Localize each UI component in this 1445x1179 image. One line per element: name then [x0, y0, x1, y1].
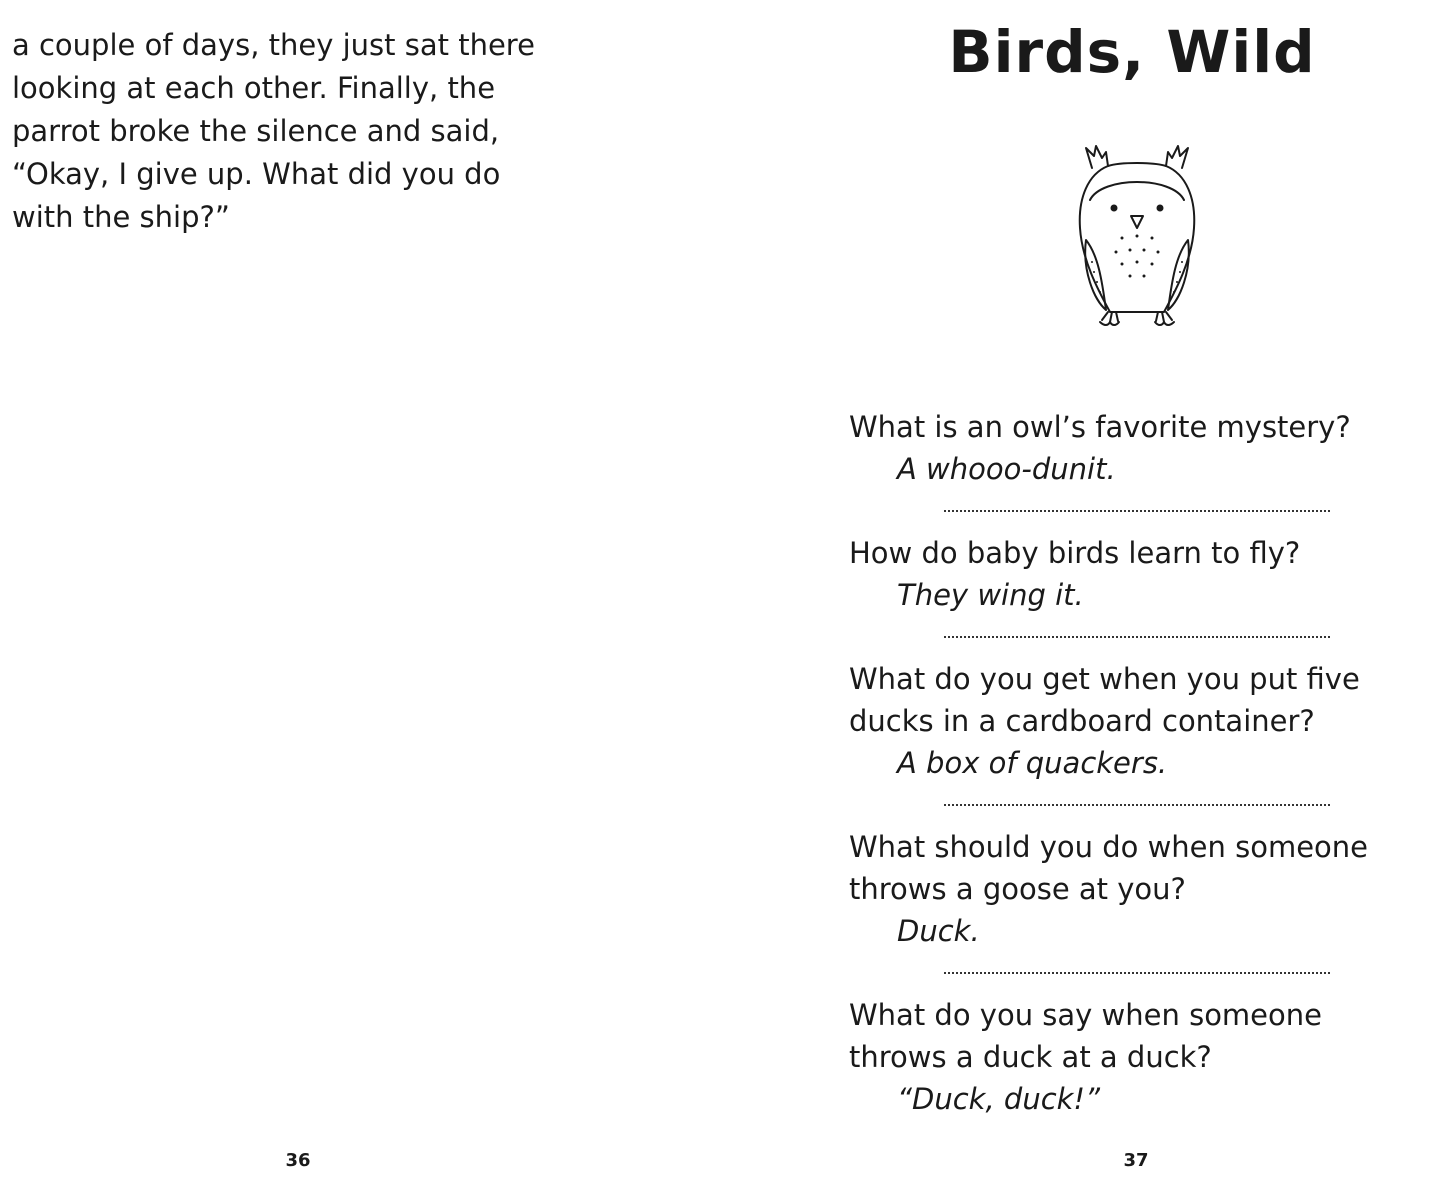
- story-paragraph: [12, 24, 612, 239]
- story-line: “Okay, I give up. What did you do: [12, 157, 501, 191]
- joke-question: [849, 826, 1429, 910]
- dotted-divider: [944, 636, 1330, 638]
- chapter-title: Birds, Wild: [948, 18, 1316, 86]
- question-line: throws a duck at a duck?: [849, 1040, 1212, 1074]
- joke-question: [849, 994, 1429, 1078]
- story-line: looking at each other. Finally, the: [12, 71, 496, 105]
- joke-question: [849, 658, 1429, 742]
- joke-item: [849, 826, 1429, 974]
- left-page: [0, 0, 722, 1179]
- story-line: parrot broke the silence and said,: [12, 114, 500, 148]
- question-line: What do you get when you put five: [849, 662, 1360, 696]
- dotted-divider: [944, 804, 1330, 806]
- joke-item: [849, 658, 1429, 806]
- page-number: 37: [1123, 1150, 1149, 1171]
- question-line: throws a goose at you?: [849, 872, 1186, 906]
- joke-answer: They wing it.: [897, 578, 1084, 612]
- joke-item: [849, 532, 1429, 638]
- joke-answer: A box of quackers.: [897, 746, 1168, 780]
- joke-answer: A whooo-dunit.: [897, 452, 1116, 486]
- joke-question: [849, 532, 1429, 574]
- question-line: What should you do when someone: [849, 830, 1369, 864]
- joke-item: [849, 406, 1429, 512]
- dotted-divider: [944, 510, 1330, 512]
- joke-list: [849, 406, 1429, 1120]
- owl-illustration-icon: [1072, 140, 1202, 340]
- page-number: 36: [285, 1150, 311, 1171]
- story-line: a couple of days, they just sat there: [12, 28, 535, 62]
- right-page: [722, 0, 1445, 1179]
- question-line: How do baby birds learn to fly?: [849, 536, 1301, 570]
- question-line: ducks in a cardboard container?: [849, 704, 1315, 738]
- question-line: What do you say when someone: [849, 998, 1322, 1032]
- joke-item: [849, 994, 1429, 1120]
- joke-question: [849, 406, 1429, 448]
- joke-answer: “Duck, duck!”: [897, 1082, 1101, 1116]
- dotted-divider: [944, 972, 1330, 974]
- story-line: with the ship?”: [12, 200, 230, 234]
- question-line: What is an owl’s favorite mystery?: [849, 410, 1351, 444]
- joke-answer: Duck.: [897, 914, 980, 948]
